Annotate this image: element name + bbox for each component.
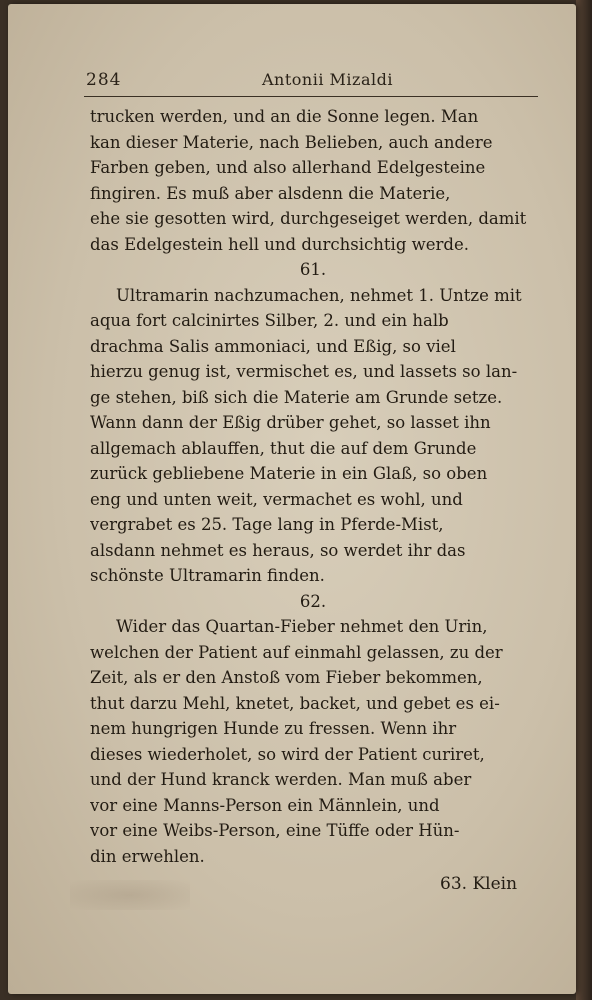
text-line: Wider das Quartan-Fieber nehmet den Urin, [116, 617, 488, 636]
text-line: allgemach ablauffen, thut die auf dem Grunde [90, 438, 477, 458]
page-number: 284 [86, 70, 122, 90]
text-line: Ultramarin nachzumachen, nehmet 1. Untze mit [116, 285, 522, 305]
text-line: das Edelgestein hell und durchsichtig werde. [90, 234, 469, 254]
text-line: kan dieser Materie, nach Belieben, auch andere [90, 132, 493, 152]
text-line: schönste Ultramarin finden. [90, 566, 325, 585]
text-line: und der Hund kranck werden. Man muß aber [90, 770, 472, 789]
text-line: hierzu genug ist, vermischet es, und lassets so lan- [90, 362, 518, 381]
text-line: drachma Salis ammoniaci, und Eßig, so viel [90, 336, 456, 356]
text-line: ge stehen, biß sich die Materie am Grunde setze. [90, 387, 503, 407]
header-rule [84, 96, 538, 97]
text-line: vergrabet es 25. Tage lang in Pferde-Mist, [90, 515, 444, 534]
text-line: thut darzu Mehl, knetet, backet, und gebet es ei- [90, 693, 500, 713]
text-line: eng und unten weit, vermachet es wohl, und [90, 489, 463, 509]
text-line: Zeit, als er den Anstoß vom Fieber bekommen, [90, 668, 483, 687]
section-number-62: 62. [299, 591, 327, 611]
body-text [90, 104, 536, 869]
text-line: vor eine Weibs-Person, eine Tüffe oder Hün- [90, 821, 460, 840]
text-line: trucken werden, und an die Sonne legen. Man [90, 107, 479, 126]
text-line: din erwehlen. [90, 846, 205, 866]
text-line: ehe sie gesotten wird, durchgeseiget werden, damit [90, 209, 527, 228]
paper-stain [70, 880, 190, 910]
text-line: dieses wiederholet, so wird der Patient curiret, [90, 744, 485, 764]
text-line: welchen der Patient auf einmahl gelassen, zu der [90, 642, 503, 662]
text-line: alsdann nehmet es heraus, so werdet ihr das [90, 540, 466, 560]
text-line: zurück gebliebene Materie in ein Glaß, so oben [90, 464, 488, 483]
page-header [86, 70, 532, 94]
text-line: fingiren. Es muß aber alsdenn die Materie, [90, 183, 451, 203]
text-line: Farben geben, und also allerhand Edelgesteine [90, 158, 486, 177]
book-spine [576, 0, 592, 1000]
running-head: Antonii Mizaldi [262, 70, 393, 89]
text-line: aqua fort calcinirtes Silber, 2. und ein halb [90, 311, 449, 330]
section-number-61: 61. [299, 260, 327, 279]
text-line: nem hungrigen Hunde zu fressen. Wenn ihr [90, 719, 457, 738]
catchword: 63. Klein [440, 874, 518, 894]
text-line: Wann dann der Eßig drüber gehet, so lasset ihn [90, 413, 491, 432]
text-line: vor eine Manns-Person ein Männlein, und [90, 795, 440, 815]
